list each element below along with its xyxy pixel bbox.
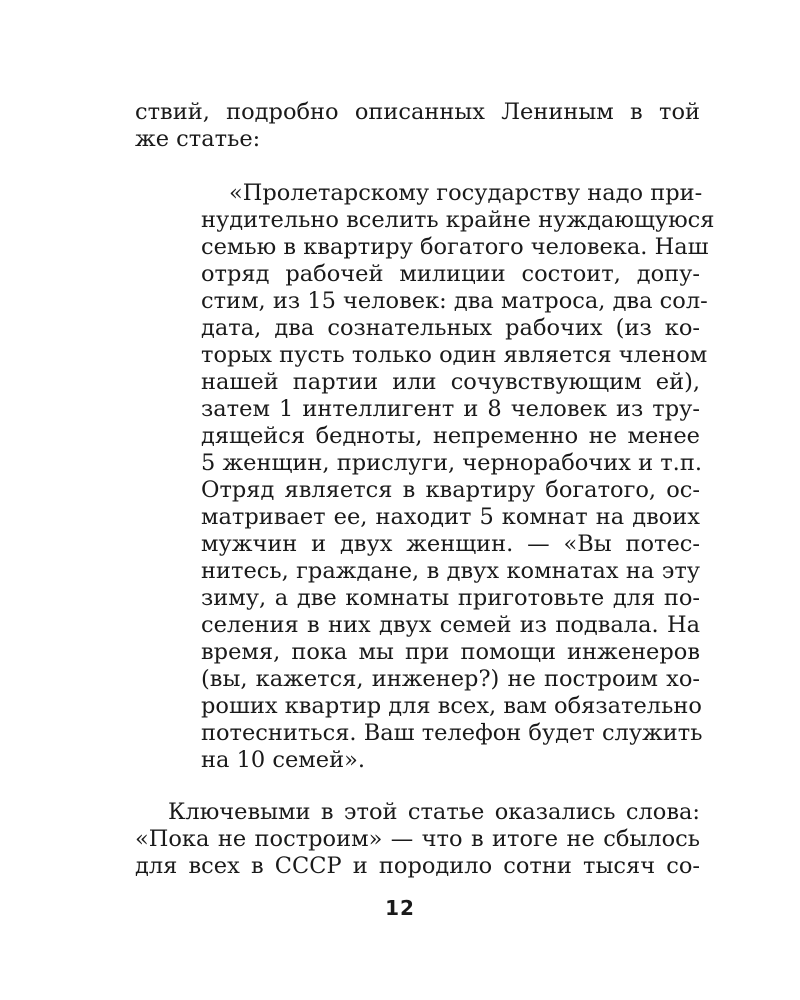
quote-line-8: нашей партии или сочувствующим ей), — [201, 369, 700, 395]
quote-line-4: отряд рабочей милиции состоит, допу- — [201, 261, 700, 287]
quote-line-6: дата, два сознательных рабочих (из ко- — [201, 315, 700, 341]
quote-line-19: (вы, кажется, инженер?) не построим хо- — [201, 666, 700, 692]
closing-line-3: для всех в СССР и породило сотни тысяч со- — [135, 853, 700, 879]
quote-line-12: Отряд является в квартиру богатого, ос- — [201, 477, 700, 503]
quote-line-3: семью в квартиру богатого человека. Наш — [201, 234, 709, 260]
quote-line-5: стим, из 15 человек: два матроса, два сол- — [201, 288, 708, 314]
page-number: 12 — [385, 896, 415, 920]
quote-line-15: нитесь, граждане, в двух комнатах на эту — [201, 558, 700, 584]
quote-line-13: матривает ее, находит 5 комнат на двоих — [201, 504, 700, 530]
intro-line-2: же статье: — [135, 126, 261, 152]
quote-line-17: селения в них двух семей из подвала. На — [201, 612, 700, 638]
quote-line-7: торых пусть только один является членом — [201, 342, 708, 368]
quote-line-16: зиму, а две комнаты приготовьте для по- — [201, 585, 700, 611]
intro-line-1: ствий, подробно описанных Лениным в той — [135, 99, 700, 125]
quote-line-22: на 10 семей». — [201, 747, 365, 773]
closing-line-1: Ключевыми в этой статье оказались слова: — [168, 799, 700, 825]
quote-line-1: «Пролетарскому государству надо при- — [229, 180, 703, 206]
quote-line-21: потесниться. Ваш телефон будет служить — [201, 720, 703, 746]
closing-line-2: «Пока не построим» — что в итоге не сбылось — [135, 826, 700, 852]
quote-line-9: затем 1 интеллигент и 8 человек из тру- — [201, 396, 700, 422]
quote-line-11: 5 женщин, прислуги, чернорабочих и т.п. — [201, 450, 702, 476]
quote-line-2: нудительно вселить крайне нуждающуюся — [201, 207, 715, 233]
quote-line-20: роших квартир для всех, вам обязательно — [201, 693, 702, 719]
quote-line-18: время, пока мы при помощи инженеров — [201, 639, 700, 665]
quote-line-10: дящейся бедноты, непременно не менее — [201, 423, 700, 449]
quote-line-14: мужчин и двух женщин. — «Вы потес- — [201, 531, 700, 557]
